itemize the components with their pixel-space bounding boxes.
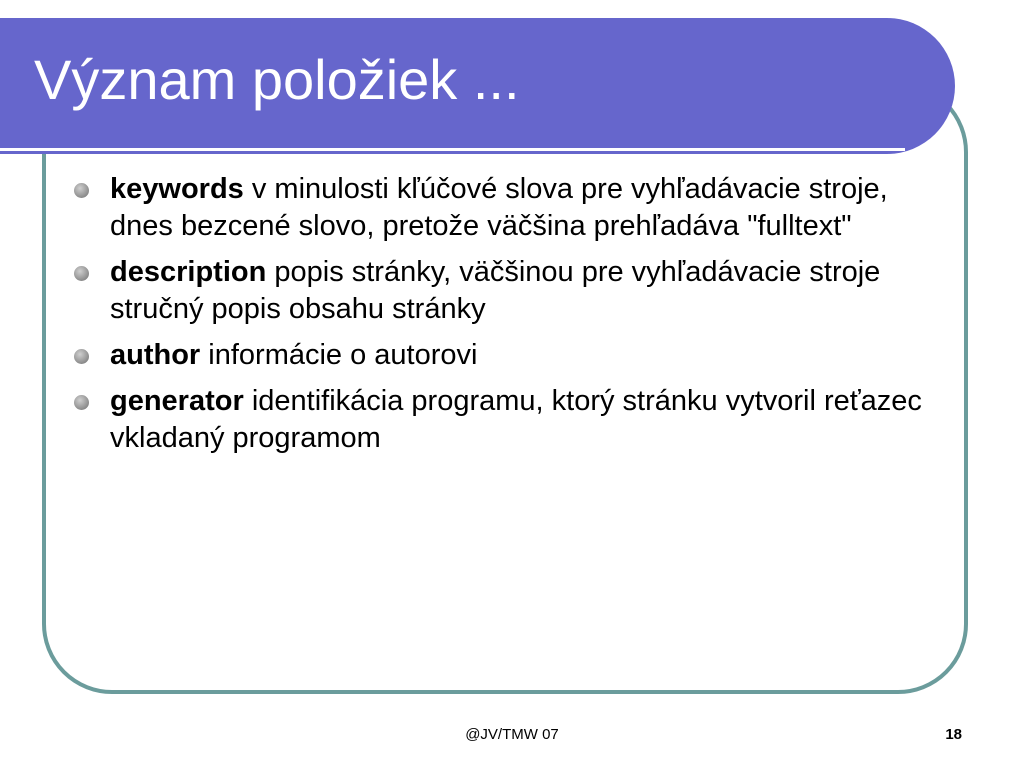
bullet-icon [74,266,89,281]
item-text: identifikácia programu, ktorý stránku vytvoril reťazec vkladaný programom [110,385,922,454]
page-number: 18 [945,726,962,743]
list-item-keywords [74,171,934,245]
bullet-list [74,171,934,466]
item-term: author [110,339,201,371]
list-item-generator [74,383,934,457]
bullet-icon [74,183,89,198]
item-text: v minulosti kľúčové slova pre vyhľadávacie stroje, dnes bezcené slovo, pretože väčšina prehľadáva "fulltext" [110,173,888,242]
item-text: informácie o autorovi [200,339,478,371]
footer-text: @JV/TMW 07 [465,726,559,743]
slide-title: Význam položiek ... [34,48,520,111]
item-term: description [110,256,267,288]
bullet-icon [74,395,89,410]
list-item-description [74,254,934,328]
list-item-author [74,337,934,374]
item-text: popis stránky, väčšinou pre vyhľadávacie stroje stručný popis obsahu stránky [110,256,881,325]
title-underline [0,148,905,151]
bullet-icon [74,349,89,364]
item-term: generator [110,385,244,417]
item-term: keywords [110,173,244,205]
